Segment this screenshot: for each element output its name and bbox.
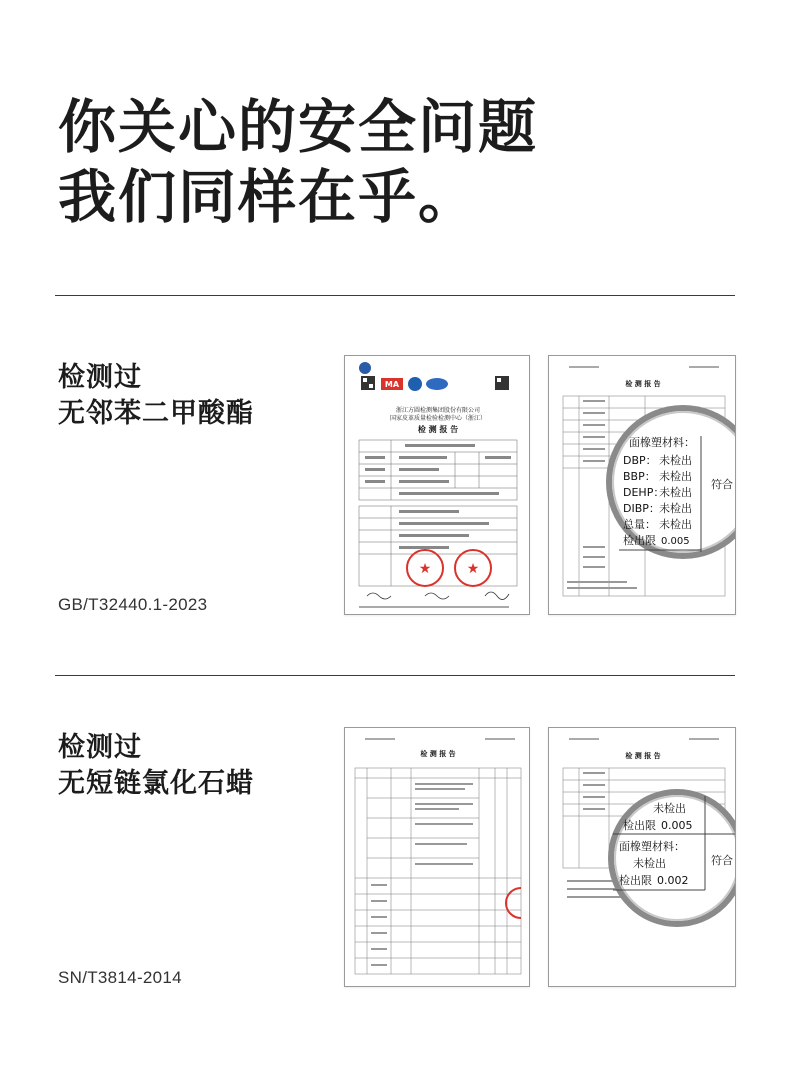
section-2-title-line-1: 检测过 <box>58 732 142 763</box>
lens-row-label: DIBP： <box>623 502 660 515</box>
section-1-title-line-1: 检测过 <box>58 362 142 393</box>
ilac-logo-icon <box>408 377 422 391</box>
cnas-logo-icon <box>426 378 448 390</box>
lens-row-label: BBP： <box>623 470 656 483</box>
test-report-cover-doc <box>344 355 530 615</box>
svg-text:★: ★ <box>466 561 480 577</box>
lens-heading: 面橡塑材料： <box>619 840 685 853</box>
svg-text:★: ★ <box>418 561 432 577</box>
lens-row-label: DEHP： <box>623 486 665 499</box>
lens-row-label: 检出限 <box>619 874 652 887</box>
partial-stamp <box>506 888 521 918</box>
doc-report-title: 检 测 报 告 <box>420 750 456 758</box>
lens-row-value: 未检出 <box>659 470 692 483</box>
lens-verdict: 符合 <box>711 854 733 867</box>
lens-row-value: 未检出 <box>659 518 692 531</box>
section-1-title-line-2: 无邻苯二甲酸酯 <box>58 398 254 429</box>
test-report-detail-doc-2 <box>548 727 736 987</box>
section-1-standard: GB/T32440.1-2023 <box>58 595 208 614</box>
lens-row-label: 检出限 <box>623 534 656 547</box>
doc-report-title: 检 测 报 告 <box>417 425 459 434</box>
divider-middle <box>55 675 735 676</box>
section-2-title <box>58 730 254 802</box>
lens-row-value: 未检出 <box>659 486 692 499</box>
doc-org-name: 浙江方圆检测集团股份有限公司 <box>395 407 481 414</box>
lens-row-label: DBP： <box>623 454 657 467</box>
lens-row-value: 未检出 <box>653 802 686 815</box>
headline <box>58 92 738 232</box>
doc-report-title: 检 测 报 告 <box>625 380 661 388</box>
signature-3 <box>485 592 509 600</box>
divider-top <box>55 295 735 296</box>
headline-line-2: 我们同样在乎。 <box>58 163 479 231</box>
section-2-title-line-2: 无短链氯化石蜡 <box>58 768 254 799</box>
lens-row-value: 未检出 <box>659 454 692 467</box>
lens-row-value: 未检出 <box>659 502 692 515</box>
svg-text:MA: MA <box>384 380 400 389</box>
signature-2 <box>425 593 449 599</box>
signature-1 <box>367 593 391 599</box>
doc-report-title: 检 测 报 告 <box>625 752 661 760</box>
lens-heading: 面橡塑材料： <box>629 436 695 449</box>
headline-line-1: 你关心的安全问题 <box>58 93 539 161</box>
test-report-page-doc <box>344 727 530 987</box>
test-report-detail-doc-1 <box>548 355 736 615</box>
lens-row-value: 0.005 <box>661 536 690 547</box>
lens-row-label: 检出限 <box>623 819 656 832</box>
lens-row-label: 总量： <box>623 518 656 531</box>
section-2-standard: SN/T3814-2014 <box>58 968 182 987</box>
lens-verdict: 符合 <box>711 478 733 491</box>
lens-row-value: 未检出 <box>633 857 666 870</box>
lens-row-value: 0.002 <box>657 874 689 887</box>
slc-logo-icon <box>359 362 371 374</box>
lens-row-value: 0.005 <box>661 819 693 832</box>
doc-center-name: 国家皮革质量检验检测中心（浙江） <box>389 415 487 422</box>
section-1-title <box>58 360 254 432</box>
